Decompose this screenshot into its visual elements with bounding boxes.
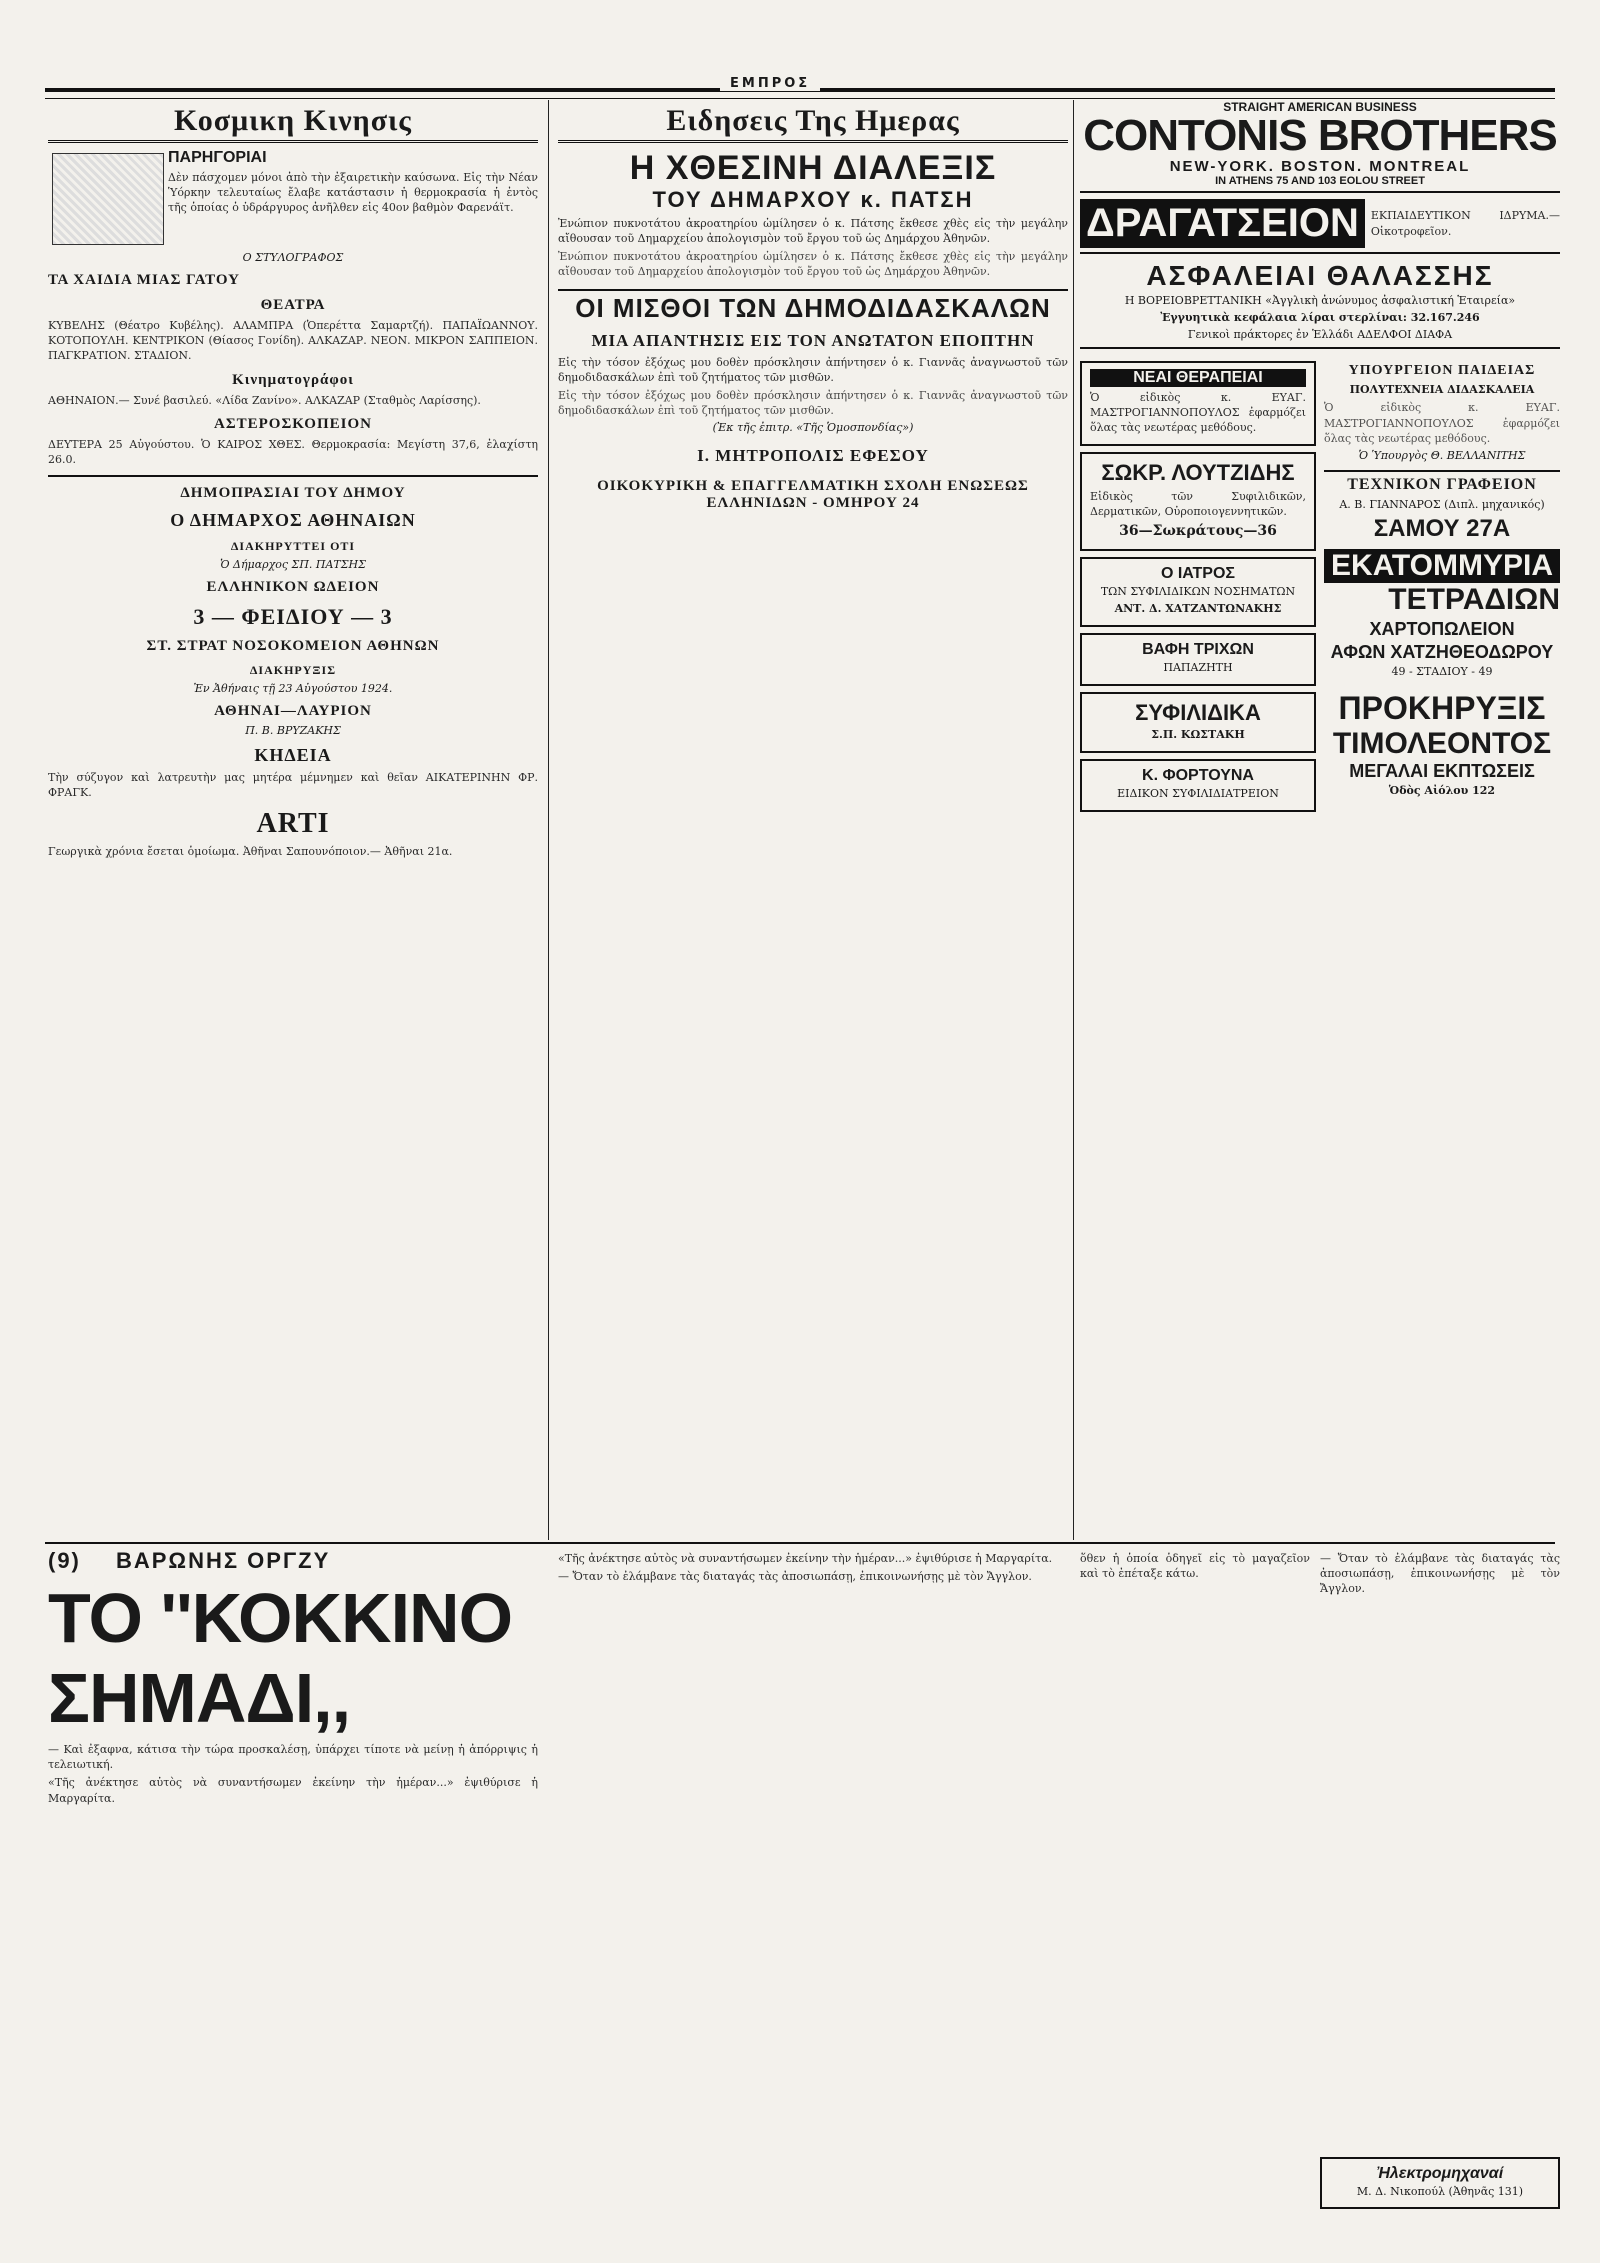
ad-paper-shop-address: 49 - ΣΤΑΔΙΟΥ - 49 — [1391, 664, 1493, 678]
headline: Η ΧΘΕΣΙΝΗ ΔΙΑΛΕΞΙΣ — [629, 149, 997, 187]
ad-electric-machines: Ἠλεκτρομηχαναί — [1376, 2164, 1504, 2182]
ad-tech-office-sub: Α. Β. ΓΙΑΝΝΑΡΟΣ (Διπλ. μηχανικός) — [1339, 497, 1545, 511]
signature: Ο ΣΤΥΛΟΓΡΑΦΟΣ — [242, 251, 344, 264]
funeral-heading: ΚΗΔΕΙΑ — [254, 745, 332, 766]
masthead-name: ΕΜΠΡΟΣ — [720, 76, 820, 91]
ad-ministry-signature: Ὁ Ὑπουργὸς Θ. ΒΕΛΛΑΝΙΤΗΣ — [1358, 448, 1526, 462]
ad-insurance-sub: Η ΒΟΡΕΙΟΒΡΕΤΤΑΝΙΚΗ «Ἀγγλικὴ ἀνώνυμος ἀσφαλιστική Ἑταιρεία» — [1124, 294, 1516, 307]
ad-fortuna-sub: ΕΙΔΙΚΟΝ ΣΥΦΙΛΙΔΙΑΤΡΕΙΟΝ — [1117, 786, 1279, 800]
column-daily-news — [558, 100, 1068, 1540]
arti-heading: ARTI — [256, 808, 330, 840]
article-text: Δὲν πάσχομεν μόνοι ἀπὸ τὴν ἐξαιρετικὴν καύσωνα. Εἰς τὴν Νέαν Ὑόρκην τελευταίως ἔλαβε κατάστασιν ἡ θερμοκρασία ἡ ἐντὸς τῆς ὁποίας ὁ ὑδράργυρος ἀνῆλθεν εἰς 40ον βαθμὸν Φαρενάϊτ. — [168, 171, 538, 215]
lavrion-heading: ΑΘΗΝΑΙ—ΛΑΥΡΙΟΝ — [214, 703, 372, 720]
article-lede: Ἐνώπιον πυκνοτάτου ἀκροατηρίου ὡμίλησεν ὁ κ. Πάτσης ἔκθεσε χθὲς εἰς τὴν μεγάλην αἴθουσαν τοῦ Δημαρχείου ἀπολογισμὸν τοῦ ἔργου τοῦ ὡς Δημάρχου Ἀθηνῶν. — [558, 216, 1068, 245]
ad-dragatseion: ΔΡΑΓΑΤΣΕΙΟΝ — [1080, 199, 1365, 248]
serial-story-cont — [558, 1548, 1068, 2248]
cinema-heading: Κινηματογράφοι — [232, 371, 354, 388]
headline: ΟΙΚΟΚΥΡΙΚΗ & ΕΠΑΓΓΕΛΜΑΤΙΚΗ ΣΧΟΛΗ ΕΝΩΣΕΩΣ ΕΛΛΗΝΙΔΩΝ - ΟΜΗΡΟΥ 24 — [597, 478, 1029, 512]
serial-number: (9) — [48, 1548, 81, 1573]
headline: ΟΙ ΜΙΣΘΟΙ ΤΩΝ ΔΗΜΟΔΙΔΑΣΚΑΛΩΝ — [575, 293, 1051, 324]
ad-insurance-capital: Ἐγγυητικὰ κεφάλαια λίραι στερλίναι: 32.167.246 — [1160, 310, 1480, 324]
ad-electric-machines-address: Μ. Δ. Νικοπούλ (Ἀθηνᾶς 131) — [1356, 2184, 1524, 2198]
hospital-subheading: ΔΙΑΚΗΡΥΞΙΣ — [249, 663, 337, 678]
ad-iatros-name: ΑΝΤ. Δ. ΧΑΤΖΑΝΤΩΝΑΚΗΣ — [1114, 602, 1282, 616]
serial-text: «Τῆς ἀνέκτησε αὐτὸς νὰ συναντήσωμεν ἐκείνην τὴν ἡμέραν...» ἐψιθύρισε ἡ Μαργαρίτα. — [558, 1552, 1053, 1565]
weather-report: ΔΕΥΤΕΡΑ 25 Αὐγούστου. Ὁ ΚΑΙΡΟΣ ΧΘΕΣ. Θερμοκρασία: Μεγίστη 37,6, ἐλαχίστη 26.0. — [48, 437, 538, 466]
article-heading: ΠΑΡΗΓΟΡΙΑΙ — [168, 149, 267, 166]
ad-tagline: STRAIGHT AMERICAN BUSINESS — [1223, 100, 1417, 114]
column-social-news — [48, 100, 538, 1540]
notice-subheading: Ο ΔΗΜΑΡΧΟΣ ΑΘΗΝΑΙΩΝ — [170, 510, 416, 531]
hospital-heading: ΣΤ. ΣΤΡΑΤ ΝΟΣΟΚΟΜΕΙΟΝ ΑΘΗΝΩΝ — [146, 638, 440, 655]
odeon-heading: ΕΛΛΗΝΙΚΟΝ ΩΔΕΙΟΝ — [206, 579, 380, 596]
observatory-heading: ΑΣΤΕΡΟΣΚΟΠΕΙΟΝ — [214, 415, 372, 432]
ad-ministry-title: ΥΠΟΥΡΓΕΙΟΝ ΠΑΙΔΕΙΑΣ — [1348, 362, 1536, 378]
ad-ministry-sub: ΠΟΛΥΤΕΧΝΕΙΑ ΔΙΔΑΣΚΑΛΕΙΑ — [1349, 382, 1535, 396]
ad-ministry-text: Ὁ εἰδικὸς κ. ΕΥΑΓ. ΜΑΣΤΡΟΓΙΑΝΝΟΠΟΥΛΟΣ ἐφαρμόζει ὅλας τὰς νεωτέρας μεθόδους. — [1324, 401, 1560, 445]
ad-notebooks: ΤΕΤΡΑΔΙΩΝ — [1388, 582, 1560, 616]
theatre-heading: ΘΕΑΤΡΑ — [260, 297, 326, 313]
section-title: Ειδησεις Της Ημερας — [558, 100, 1068, 143]
ad-iatros-sub: ΤΩΝ ΣΥΦΙΛΙΔΙΚΩΝ ΝΟΣΗΜΑΤΩΝ — [1100, 585, 1296, 599]
article-text: Ἐνώπιον πυκνοτάτου ἀκροατηρίου ὡμίλησεν ὁ κ. Πάτσης ἔκθεσε χθὲς εἰς τὴν μεγάλην αἴθουσαν τοῦ Δημαρχείου ἀπολογισμὸν τοῦ ἔργου τοῦ ὡς Δημάρχου Ἀθηνῶν. — [558, 250, 1068, 279]
cinema-listing: ΑΘΗΝΑΙΟΝ.— Συνέ βασιλεύ. «Λίδα Ζανίνο». ΑΛΚΑΖΑΡ (Σταθμὸς Λαρίσσης). — [48, 393, 481, 407]
serial-text: — Καὶ ἐξαφνα, κάτισα τὴν τώρα προσκαλέσῃ, ὑπάρχει τίποτε νὰ μείνῃ ἡ ἀπόρριψις ἡ τελειωτική. — [48, 1743, 538, 1772]
ad-syfilidika-name: Σ.Π. ΚΩΣΤΑΚΗ — [1151, 727, 1245, 741]
signature: Π. Β. ΒΡΥΖΑΚΗΣ — [245, 724, 341, 738]
article-heading: ΤΑ ΧΑΙΔΙΑ ΜΙΑΣ ΓΑΤΟΥ — [48, 272, 240, 288]
column-divider — [1073, 100, 1074, 1540]
serial-title: ΤΟ ''ΚΟΚΚΙΝΟ ΣΗΜΑΔΙ,, — [48, 1579, 513, 1737]
column-advertisements — [1080, 100, 1560, 1540]
column-divider — [548, 100, 549, 1540]
arti-text: Γεωργικὰ χρόνια ἔσεται ὁμοίωμα. Ἀθῆναι Σαπουνόποιον.— Ἀθῆναι 21α. — [48, 845, 453, 859]
ad-hair-dye-title: ΒΑΦΗ ΤΡΙΧΩΝ — [1142, 640, 1254, 658]
headline-sub: ΤΟΥ ΔΗΜΑΡΧΟΥ κ. ΠΑΤΣΗ — [652, 186, 974, 212]
theatre-listing: ΚΥΒΕΛΗΣ (Θέατρο Κυβέλης). ΑΛΑΜΠΡΑ (Ὁπερέττα Σαμαρτζή). ΠΑΠΑΪΩΑΝΝΟΥ. ΚΟΤΟΠΟΥΛΗ. ΚΕΝΤΡΙΚΟΝ (Θίασος Γονίδη). ΑΛΚΑΖΑΡ. ΝΕΟΝ. ΜΙΚΡΟΝ ΣΑΠΠΕΙΟΝ. ΠΑΓΚΡΑΤΙΟΝ. ΣΤΑΔΙΟΝ. — [48, 319, 538, 363]
serial-story-cont — [1080, 1548, 1310, 2248]
ad-new-therapies-title: ΝΕΑΙ ΘΕΡΑΠΕΙΑΙ — [1090, 369, 1306, 387]
ad-iatros-title: Ο ΙΑΤΡΟΣ — [1160, 565, 1236, 583]
ad-syfilidika: ΣΥΦΙΛΙΔΙΚΑ — [1135, 699, 1261, 725]
illustration — [52, 153, 164, 245]
ad-brand-address: IN ATHENS 75 AND 103 EOLOU STREET — [1080, 175, 1560, 193]
section-title: Κοσμικη Κινησις — [48, 100, 538, 143]
ad-announcement: ΠΡΟΚΗΡΥΞΙΣ — [1338, 689, 1546, 726]
ad-new-therapies-text: Ὁ εἰδικὸς κ. ΕΥΑΓ. ΜΑΣΤΡΟΓΙΑΝΝΟΠΟΥΛΟΣ ἐφαρμόζει ὅλας τὰς νεωτέρας μεθόδους. — [1090, 390, 1306, 434]
byline: (Ἐκ τῆς ἐπιτρ. «Τῆς Ὁμοσπονδίας») — [712, 421, 914, 435]
ad-millions: ΕΚΑΤΟΜΜΥΡΙΑ — [1324, 549, 1560, 583]
serial-author: ΒΑΡΩΝΗΣ ΟΡΓΖΥ — [115, 1548, 331, 1573]
article-text: Εἰς τὴν τόσον ἐξόχως μου δοθὲν πρόσκλησιν ἀπήντησεν ὁ κ. Γιαννᾶς ἀναγνωστοῦ τῶν δημοδιδασκάλων ἐπὶ τοῦ ζητήματος τῶν μισθῶν. — [558, 355, 1068, 384]
ad-tech-office: ΤΕΧΝΙΚΟΝ ΓΡΑΦΕΙΟΝ — [1324, 470, 1560, 494]
ad-timoleon: ΤΙΜΟΛΕΟΝΤΟΣ — [1332, 726, 1552, 760]
ad-doctor-text: Εἰδικὸς τῶν Συφιλιδικῶν, Δερματικῶν, Οὐροποιογεννητικῶν. — [1090, 490, 1306, 519]
ad-brand-cities: NEW-YORK. BOSTON. MONTREAL — [1169, 158, 1471, 175]
serial-text: — Ὄταν τὸ ἐλάμβανε τὰς διαταγάς τὰς ἀποσιωπάσῃ, ἐπικοινωνήσῃς μὲ τὸν Ἄγγλον. — [1320, 1552, 1560, 1596]
ad-doctor-address: 36—Σωκράτους—36 — [1119, 523, 1277, 540]
ad-discounts-address: Ὁδὸς Αἰόλου 122 — [1388, 783, 1496, 797]
notice-signature: Ὁ Δήμαρχος ΣΠ. ΠΑΤΣΗΣ — [220, 558, 366, 572]
ad-paper-shop: ΧΑΡΤΟΠΩΛΕΙΟΝ — [1369, 618, 1515, 639]
headline-sub: ΜΙΑ ΑΠΑΝΤΗΣΙΣ ΕΙΣ ΤΟΝ ΑΝΩΤΑΤΟΝ ΕΠΟΠΤΗΝ — [591, 330, 1035, 350]
section-divider — [45, 1542, 1555, 1544]
ad-insurance-agents: Γενικοὶ πράκτορες ἐν Ἑλλάδι ΑΔΕΛΦΟΙ ΔΙΑΦΑ — [1080, 328, 1560, 349]
ad-hair-dye-sub: ΠΑΠΑΖΗΤΗ — [1163, 660, 1233, 674]
ad-big-discounts: ΜΕΓΑΛΑΙ ΕΚΠΤΩΣΕΙΣ — [1349, 760, 1535, 781]
ad-doctor-name: ΣΩΚΡ. ΛΟΥΤΖΙΔΗΣ — [1101, 460, 1295, 486]
serial-story-cont — [1320, 1548, 1560, 2248]
headline: Ι. ΜΗΤΡΟΠΟΛΙΣ ΕΦΕΣΟΥ — [697, 446, 929, 466]
funeral-text: Τὴν σύζυγον καὶ λατρευτὴν μας μητέρα μέμνημεν καὶ θεῖαν ΑΙΚΑΤΕΡΙΝΗΝ ΦΡ. ΦΡΑΓΚ. — [48, 771, 538, 800]
notice-subheading: ΔΙΑΚΗΡΥΤΤΕΙ ΟΤΙ — [230, 539, 356, 554]
hospital-date: Ἐν Ἀθήναις τῇ 23 Αὐγούστου 1924. — [193, 682, 393, 696]
serial-story — [48, 1548, 538, 2248]
ad-dragatseion-text: ΕΚΠΑΙΔΕΥΤΙΚΟΝ ΙΔΡΥΜΑ.— Οἰκοτροφεῖον. — [1370, 209, 1560, 238]
odeon-address: 3 — ΦΕΙΔΙΟΥ — 3 — [193, 604, 393, 630]
serial-text: — Ὄταν τὸ ἐλάμβανε τὰς διαταγάς τὰς ἀποσιωπάσῃ, ἐπικοινωνήσῃς μὲ τὸν Ἄγγλον. — [558, 1570, 1032, 1584]
ad-paper-shop-name: ΑΦΩΝ ΧΑΤΖΗΘΕΟΔΩΡΟΥ — [1330, 641, 1554, 662]
ad-insurance-title: ΑΣΦΑΛΕΙΑΙ ΘΑΛΑΣΣΗΣ — [1146, 260, 1494, 291]
article-text: Εἰς τὴν τόσον ἐξόχως μου δοθὲν πρόσκλησιν ἀπήντησεν ὁ κ. Γιαννᾶς ἀναγνωστοῦ τῶν δημοδιδασκάλων ἐπὶ τοῦ ζητήματος τῶν μισθῶν. — [558, 389, 1068, 418]
ad-tech-office-address: ΣΑΜΟΥ 27Α — [1373, 514, 1511, 542]
ad-fortuna: Κ. ΦΟΡΤΟΥΝΑ — [1142, 766, 1254, 784]
ad-brand: CONTONIS BROTHERS — [1083, 111, 1557, 160]
notice-heading: ΔΗΜΟΠΡΑΣΙΑΙ ΤΟΥ ΔΗΜΟΥ — [180, 485, 406, 502]
serial-text: «Τῆς ἀνέκτησε αὐτὸς νὰ συναντήσωμεν ἐκείνην τὴν ἡμέραν...» ἐψιθύρισε ἡ Μαργαρίτα. — [48, 1776, 538, 1805]
serial-text: ὅθεν ἡ ὁποία ὁδηγεῖ εἰς τὸ μαγαζεῖον καὶ τὸ ἐπέταξε κάτω. — [1080, 1552, 1310, 1581]
